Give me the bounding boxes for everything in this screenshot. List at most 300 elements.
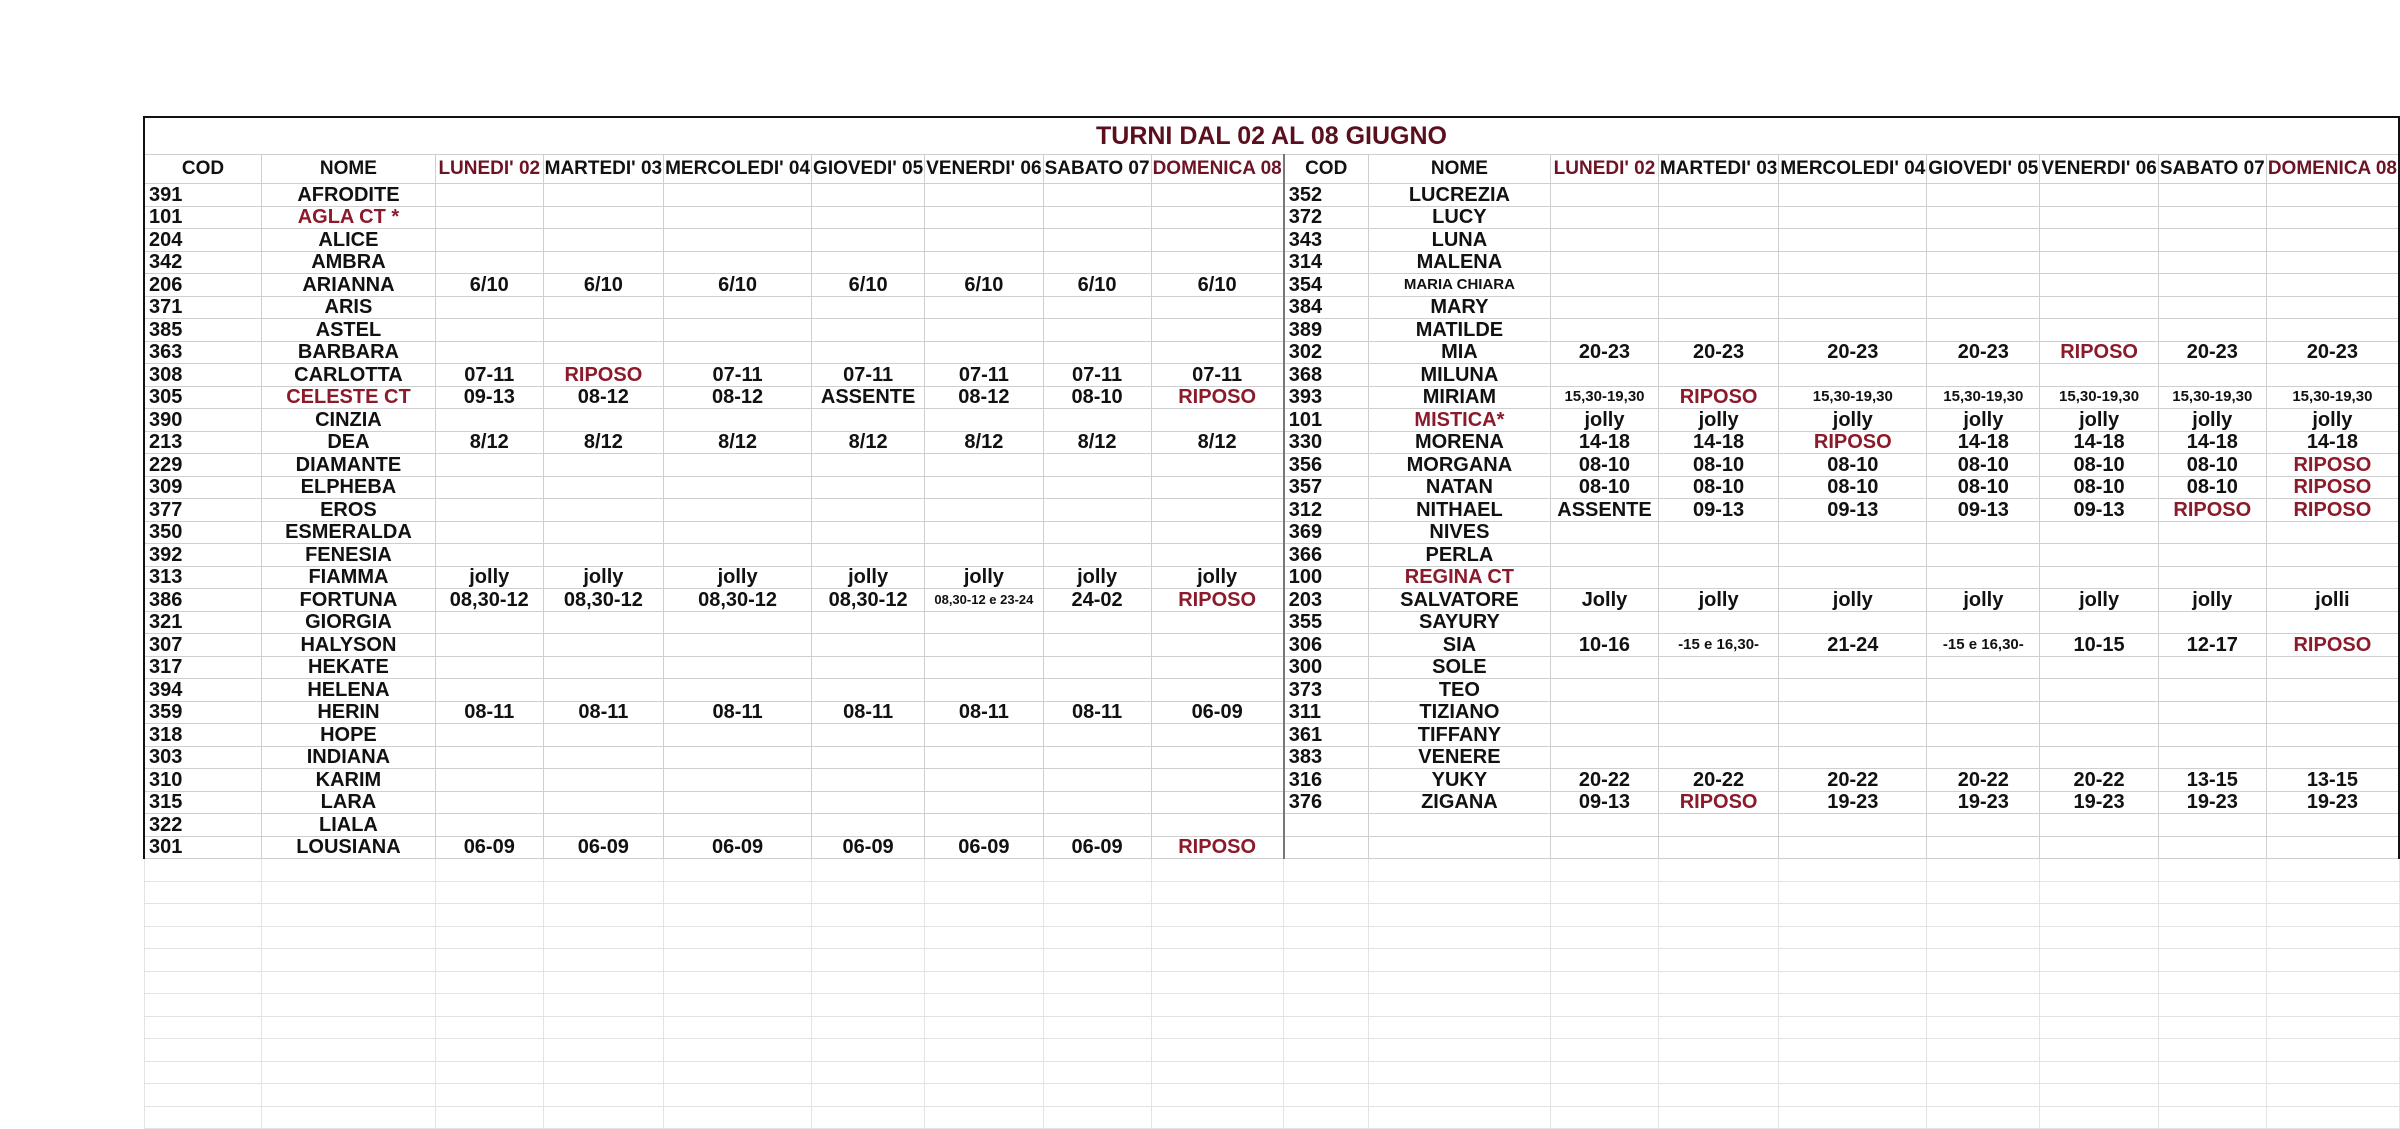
left-shift-cell[interactable]: 6/10 (1043, 274, 1151, 297)
left-shift-cell[interactable] (1151, 521, 1284, 544)
empty-cell[interactable] (1658, 1106, 1778, 1129)
left-shift-cell[interactable] (925, 409, 1043, 432)
left-shift-cell[interactable] (812, 251, 925, 274)
right-cod-cell[interactable]: 389 (1284, 319, 1368, 342)
left-shift-cell[interactable] (925, 611, 1043, 634)
left-name-cell[interactable]: KARIM (261, 769, 435, 792)
left-shift-cell[interactable] (543, 769, 663, 792)
right-shift-cell[interactable] (2158, 364, 2266, 387)
right-shift-cell[interactable]: RIPOSO (2158, 499, 2266, 522)
left-shift-cell[interactable]: 06-09 (1043, 836, 1151, 859)
right-cod-cell[interactable]: 314 (1284, 251, 1368, 274)
left-shift-cell[interactable]: 08-11 (543, 701, 663, 724)
right-shift-cell[interactable] (1658, 364, 1778, 387)
right-shift-cell[interactable] (2040, 184, 2158, 207)
left-shift-cell[interactable]: 06-09 (812, 836, 925, 859)
left-shift-cell[interactable]: jolly (812, 566, 925, 589)
empty-cell[interactable] (435, 1084, 543, 1107)
empty-cell[interactable] (2266, 1039, 2399, 1062)
right-shift-cell[interactable] (1551, 296, 1659, 319)
empty-cell[interactable] (2266, 926, 2399, 949)
right-shift-cell[interactable] (1779, 206, 1927, 229)
left-shift-cell[interactable]: 8/12 (543, 431, 663, 454)
right-shift-cell[interactable] (1927, 544, 2040, 567)
left-cod-cell[interactable]: 204 (144, 229, 261, 252)
right-cod-cell[interactable]: 376 (1284, 791, 1368, 814)
empty-cell[interactable] (1927, 971, 2040, 994)
left-shift-cell[interactable] (664, 454, 812, 477)
right-shift-cell[interactable] (2040, 319, 2158, 342)
empty-cell[interactable] (1551, 949, 1659, 972)
empty-cell[interactable] (664, 949, 812, 972)
right-name-cell[interactable]: TIFFANY (1368, 724, 1550, 747)
right-shift-cell[interactable]: 10-16 (1551, 634, 1659, 657)
empty-cell[interactable] (1658, 904, 1778, 927)
left-shift-cell[interactable]: jolly (1151, 566, 1284, 589)
empty-cell[interactable] (664, 1084, 812, 1107)
empty-cell[interactable] (1927, 949, 2040, 972)
right-shift-cell[interactable] (1779, 611, 1927, 634)
empty-cell[interactable] (1368, 994, 1550, 1017)
left-shift-cell[interactable]: jolly (1043, 566, 1151, 589)
right-shift-cell[interactable] (1779, 701, 1927, 724)
empty-cell[interactable] (925, 949, 1043, 972)
empty-cell[interactable] (1779, 1106, 1927, 1129)
right-cod-cell[interactable]: 343 (1284, 229, 1368, 252)
right-name-cell[interactable]: LUCREZIA (1368, 184, 1550, 207)
right-shift-cell[interactable]: 14-18 (1927, 431, 2040, 454)
empty-cell[interactable] (1551, 1106, 1659, 1129)
empty-cell[interactable] (543, 904, 663, 927)
left-shift-cell[interactable] (543, 251, 663, 274)
empty-cell[interactable] (435, 1039, 543, 1062)
empty-cell[interactable] (543, 1084, 663, 1107)
right-name-cell[interactable]: PERLA (1368, 544, 1550, 567)
left-shift-cell[interactable] (812, 296, 925, 319)
left-shift-cell[interactable] (812, 791, 925, 814)
left-name-cell[interactable]: LARA (261, 791, 435, 814)
left-cod-cell[interactable]: 391 (144, 184, 261, 207)
right-shift-cell[interactable]: 20-22 (2040, 769, 2158, 792)
right-shift-cell[interactable] (2266, 814, 2399, 837)
left-name-cell[interactable]: BARBARA (261, 341, 435, 364)
right-cod-cell[interactable]: 101 (1284, 409, 1368, 432)
left-shift-cell[interactable] (543, 206, 663, 229)
right-shift-cell[interactable]: 08-10 (1658, 476, 1778, 499)
right-shift-cell[interactable] (1927, 656, 2040, 679)
empty-cell[interactable] (435, 949, 543, 972)
empty-cell[interactable] (1368, 949, 1550, 972)
right-shift-cell[interactable] (2158, 274, 2266, 297)
empty-cell[interactable] (1043, 881, 1151, 904)
left-shift-cell[interactable] (1043, 454, 1151, 477)
empty-cell[interactable] (1927, 1039, 2040, 1062)
empty-cell[interactable] (664, 1061, 812, 1084)
empty-cell[interactable] (812, 904, 925, 927)
left-shift-cell[interactable]: jolly (925, 566, 1043, 589)
empty-cell[interactable] (1284, 971, 1368, 994)
empty-cell[interactable] (1658, 971, 1778, 994)
empty-cell[interactable] (1284, 881, 1368, 904)
empty-cell[interactable] (664, 904, 812, 927)
left-shift-cell[interactable]: 08-12 (925, 386, 1043, 409)
right-shift-cell[interactable] (1779, 229, 1927, 252)
right-shift-cell[interactable]: 19-23 (2040, 791, 2158, 814)
right-shift-cell[interactable]: 12-17 (2158, 634, 2266, 657)
right-shift-cell[interactable]: 08-10 (2040, 454, 2158, 477)
left-shift-cell[interactable] (543, 184, 663, 207)
right-shift-cell[interactable] (1779, 544, 1927, 567)
left-shift-cell[interactable]: 08,30-12 (664, 589, 812, 612)
empty-cell[interactable] (2266, 1016, 2399, 1039)
left-cod-cell[interactable]: 350 (144, 521, 261, 544)
left-shift-cell[interactable] (925, 814, 1043, 837)
right-name-cell[interactable]: MISTICA* (1368, 409, 1550, 432)
empty-cell[interactable] (1658, 1039, 1778, 1062)
right-shift-cell[interactable] (1551, 206, 1659, 229)
left-shift-cell[interactable] (664, 611, 812, 634)
empty-cell[interactable] (261, 1061, 435, 1084)
left-cod-cell[interactable]: 101 (144, 206, 261, 229)
empty-cell[interactable] (144, 994, 261, 1017)
right-shift-cell[interactable]: 13-15 (2158, 769, 2266, 792)
empty-cell[interactable] (1043, 926, 1151, 949)
right-shift-cell[interactable]: jolly (2040, 409, 2158, 432)
right-day-header-6[interactable]: DOMENICA 08 (2266, 155, 2399, 184)
left-shift-cell[interactable]: 08-11 (812, 701, 925, 724)
empty-cell[interactable] (2158, 1016, 2266, 1039)
empty-cell[interactable] (435, 859, 543, 882)
left-name-cell[interactable]: INDIANA (261, 746, 435, 769)
left-shift-cell[interactable] (664, 229, 812, 252)
right-shift-cell[interactable] (2040, 814, 2158, 837)
left-shift-cell[interactable] (435, 499, 543, 522)
left-shift-cell[interactable] (1043, 409, 1151, 432)
empty-cell[interactable] (664, 971, 812, 994)
right-day-header-5[interactable]: SABATO 07 (2158, 155, 2266, 184)
right-shift-cell[interactable] (1658, 251, 1778, 274)
left-shift-cell[interactable] (1151, 746, 1284, 769)
left-name-cell[interactable]: FIAMMA (261, 566, 435, 589)
right-name-cell[interactable]: MORENA (1368, 431, 1550, 454)
right-shift-cell[interactable] (1551, 544, 1659, 567)
right-name-cell[interactable]: MALENA (1368, 251, 1550, 274)
left-shift-cell[interactable] (1043, 611, 1151, 634)
left-cod-cell[interactable]: 315 (144, 791, 261, 814)
left-shift-cell[interactable] (435, 521, 543, 544)
right-shift-cell[interactable] (1551, 724, 1659, 747)
right-shift-cell[interactable] (1779, 814, 1927, 837)
left-name-cell[interactable]: LIALA (261, 814, 435, 837)
left-cod-cell[interactable]: 307 (144, 634, 261, 657)
right-shift-cell[interactable] (2040, 701, 2158, 724)
empty-cell[interactable] (1779, 904, 1927, 927)
left-name-cell[interactable]: CARLOTTA (261, 364, 435, 387)
empty-cell[interactable] (1043, 859, 1151, 882)
left-shift-cell[interactable] (812, 206, 925, 229)
left-shift-cell[interactable] (435, 409, 543, 432)
right-shift-cell[interactable]: RIPOSO (2266, 499, 2399, 522)
empty-cell[interactable] (261, 904, 435, 927)
left-shift-cell[interactable] (812, 476, 925, 499)
left-shift-cell[interactable] (925, 791, 1043, 814)
right-cod-cell[interactable]: 384 (1284, 296, 1368, 319)
right-shift-cell[interactable]: 09-13 (1927, 499, 2040, 522)
empty-cell[interactable] (925, 994, 1043, 1017)
right-shift-cell[interactable] (2040, 364, 2158, 387)
right-name-cell[interactable] (1368, 836, 1550, 859)
left-name-cell[interactable]: FORTUNA (261, 589, 435, 612)
left-shift-cell[interactable]: 08-12 (543, 386, 663, 409)
empty-cell[interactable] (1151, 1016, 1284, 1039)
left-shift-cell[interactable] (1043, 296, 1151, 319)
right-shift-cell[interactable] (2040, 724, 2158, 747)
left-shift-cell[interactable] (925, 746, 1043, 769)
empty-cell[interactable] (925, 971, 1043, 994)
left-shift-cell[interactable]: 8/12 (435, 431, 543, 454)
left-shift-cell[interactable] (543, 544, 663, 567)
left-shift-cell[interactable] (543, 791, 663, 814)
empty-cell[interactable] (1151, 859, 1284, 882)
left-shift-cell[interactable] (1151, 679, 1284, 702)
left-shift-cell[interactable] (664, 814, 812, 837)
right-shift-cell[interactable] (1658, 814, 1778, 837)
empty-cell[interactable] (543, 926, 663, 949)
left-shift-cell[interactable]: 8/12 (1043, 431, 1151, 454)
right-shift-cell[interactable] (2040, 679, 2158, 702)
left-name-cell[interactable]: CINZIA (261, 409, 435, 432)
empty-cell[interactable] (1779, 994, 1927, 1017)
empty-cell[interactable] (1151, 971, 1284, 994)
left-shift-cell[interactable] (543, 746, 663, 769)
right-shift-cell[interactable] (1551, 679, 1659, 702)
empty-cell[interactable] (1927, 1016, 2040, 1039)
left-shift-cell[interactable] (1151, 611, 1284, 634)
left-shift-cell[interactable] (925, 454, 1043, 477)
right-shift-cell[interactable] (1551, 656, 1659, 679)
empty-cell[interactable] (261, 1016, 435, 1039)
left-day-header-1[interactable]: MARTEDI' 03 (543, 155, 663, 184)
empty-cell[interactable] (925, 881, 1043, 904)
right-cod-cell[interactable]: 356 (1284, 454, 1368, 477)
right-name-cell[interactable]: ZIGANA (1368, 791, 1550, 814)
empty-cell[interactable] (2266, 1061, 2399, 1084)
left-name-cell[interactable]: HOPE (261, 724, 435, 747)
left-shift-cell[interactable] (812, 814, 925, 837)
right-shift-cell[interactable] (2266, 836, 2399, 859)
right-shift-cell[interactable]: RIPOSO (2040, 341, 2158, 364)
right-shift-cell[interactable] (2266, 724, 2399, 747)
left-cod-cell[interactable]: 229 (144, 454, 261, 477)
empty-cell[interactable] (543, 971, 663, 994)
right-shift-cell[interactable]: 08-10 (1551, 476, 1659, 499)
empty-cell[interactable] (812, 859, 925, 882)
left-cod-cell[interactable]: 305 (144, 386, 261, 409)
right-shift-cell[interactable] (1551, 611, 1659, 634)
right-shift-cell[interactable]: 19-23 (2158, 791, 2266, 814)
right-name-cell[interactable]: SAYURY (1368, 611, 1550, 634)
empty-cell[interactable] (543, 1106, 663, 1129)
left-shift-cell[interactable] (1043, 769, 1151, 792)
left-shift-cell[interactable] (435, 791, 543, 814)
left-cod-cell[interactable]: 390 (144, 409, 261, 432)
right-shift-cell[interactable] (1551, 836, 1659, 859)
left-shift-cell[interactable] (664, 206, 812, 229)
left-shift-cell[interactable] (812, 184, 925, 207)
left-day-header-2[interactable]: MERCOLEDI' 04 (664, 155, 812, 184)
right-cod-cell[interactable]: 372 (1284, 206, 1368, 229)
right-shift-cell[interactable] (1927, 251, 2040, 274)
right-shift-cell[interactable] (1927, 206, 2040, 229)
left-shift-cell[interactable]: 8/12 (664, 431, 812, 454)
left-name-cell[interactable]: HALYSON (261, 634, 435, 657)
left-shift-cell[interactable]: jolly (543, 566, 663, 589)
right-shift-cell[interactable] (1927, 296, 2040, 319)
left-shift-cell[interactable] (664, 544, 812, 567)
empty-cell[interactable] (1551, 1039, 1659, 1062)
right-shift-cell[interactable]: RIPOSO (1658, 386, 1778, 409)
empty-cell[interactable] (1927, 1061, 2040, 1084)
left-shift-cell[interactable] (435, 251, 543, 274)
left-shift-cell[interactable] (925, 184, 1043, 207)
right-shift-cell[interactable] (1658, 184, 1778, 207)
left-shift-cell[interactable] (664, 251, 812, 274)
empty-cell[interactable] (1043, 1039, 1151, 1062)
right-name-cell[interactable]: TIZIANO (1368, 701, 1550, 724)
left-shift-cell[interactable] (435, 296, 543, 319)
left-cod-cell[interactable]: 322 (144, 814, 261, 837)
right-cod-cell[interactable]: 357 (1284, 476, 1368, 499)
left-shift-cell[interactable]: 08,30-12 (435, 589, 543, 612)
empty-cell[interactable] (1551, 971, 1659, 994)
empty-cell[interactable] (2266, 904, 2399, 927)
right-name-cell[interactable]: MATILDE (1368, 319, 1550, 342)
empty-cell[interactable] (1151, 1039, 1284, 1062)
left-shift-cell[interactable] (435, 724, 543, 747)
empty-cell[interactable] (664, 1016, 812, 1039)
right-shift-cell[interactable]: 20-22 (1551, 769, 1659, 792)
left-shift-cell[interactable] (812, 454, 925, 477)
right-shift-cell[interactable]: 19-23 (2266, 791, 2399, 814)
left-shift-cell[interactable] (435, 814, 543, 837)
right-shift-cell[interactable] (1779, 319, 1927, 342)
left-shift-cell[interactable] (543, 724, 663, 747)
right-shift-cell[interactable]: RIPOSO (1658, 791, 1778, 814)
left-shift-cell[interactable] (925, 476, 1043, 499)
right-shift-cell[interactable] (1779, 296, 1927, 319)
right-shift-cell[interactable] (2040, 566, 2158, 589)
right-cod-cell[interactable] (1284, 836, 1368, 859)
right-shift-cell[interactable]: Jolly (1551, 589, 1659, 612)
empty-cell[interactable] (144, 1016, 261, 1039)
right-shift-cell[interactable] (2158, 319, 2266, 342)
left-shift-cell[interactable]: 06-09 (1151, 701, 1284, 724)
empty-cell[interactable] (1779, 949, 1927, 972)
right-name-cell[interactable]: MILUNA (1368, 364, 1550, 387)
empty-cell[interactable] (2158, 994, 2266, 1017)
right-shift-cell[interactable] (2040, 274, 2158, 297)
right-shift-cell[interactable] (1779, 521, 1927, 544)
right-name-cell[interactable]: NITHAEL (1368, 499, 1550, 522)
right-cod-cell[interactable]: 312 (1284, 499, 1368, 522)
empty-cell[interactable] (812, 926, 925, 949)
right-shift-cell[interactable] (1779, 274, 1927, 297)
right-day-header-1[interactable]: MARTEDI' 03 (1658, 155, 1778, 184)
right-shift-cell[interactable]: 14-18 (2158, 431, 2266, 454)
left-name-cell[interactable]: ALICE (261, 229, 435, 252)
right-shift-cell[interactable] (1658, 724, 1778, 747)
right-shift-cell[interactable] (2158, 746, 2266, 769)
right-shift-cell[interactable] (1927, 814, 2040, 837)
left-shift-cell[interactable] (435, 611, 543, 634)
right-shift-cell[interactable]: jolly (1779, 409, 1927, 432)
left-shift-cell[interactable] (925, 296, 1043, 319)
empty-cell[interactable] (1658, 1084, 1778, 1107)
left-shift-cell[interactable] (543, 656, 663, 679)
right-shift-cell[interactable] (1779, 836, 1927, 859)
right-shift-cell[interactable] (1551, 814, 1659, 837)
right-shift-cell[interactable]: 08-10 (2158, 454, 2266, 477)
empty-cell[interactable] (1284, 1039, 1368, 1062)
left-shift-cell[interactable]: 08,30-12 (812, 589, 925, 612)
right-shift-cell[interactable] (1551, 746, 1659, 769)
left-cod-cell[interactable]: 301 (144, 836, 261, 859)
right-shift-cell[interactable] (2040, 251, 2158, 274)
left-shift-cell[interactable]: 08-10 (1043, 386, 1151, 409)
right-shift-cell[interactable]: jolly (2040, 589, 2158, 612)
left-shift-cell[interactable]: RIPOSO (1151, 386, 1284, 409)
left-shift-cell[interactable] (925, 229, 1043, 252)
left-shift-cell[interactable]: RIPOSO (1151, 836, 1284, 859)
empty-cell[interactable] (1043, 994, 1151, 1017)
empty-cell[interactable] (144, 1039, 261, 1062)
left-shift-cell[interactable]: 08-11 (435, 701, 543, 724)
empty-cell[interactable] (543, 881, 663, 904)
left-shift-cell[interactable] (812, 611, 925, 634)
left-shift-cell[interactable] (812, 724, 925, 747)
left-shift-cell[interactable] (664, 746, 812, 769)
empty-cell[interactable] (261, 926, 435, 949)
right-shift-cell[interactable] (1927, 521, 2040, 544)
empty-cell[interactable] (1551, 881, 1659, 904)
empty-cell[interactable] (1151, 1084, 1284, 1107)
left-shift-cell[interactable] (664, 341, 812, 364)
left-cod-header[interactable]: COD (144, 155, 261, 184)
left-shift-cell[interactable] (1043, 319, 1151, 342)
right-shift-cell[interactable] (2158, 814, 2266, 837)
left-shift-cell[interactable] (1043, 476, 1151, 499)
right-shift-cell[interactable] (1658, 611, 1778, 634)
right-shift-cell[interactable] (2158, 679, 2266, 702)
empty-cell[interactable] (2266, 1106, 2399, 1129)
right-shift-cell[interactable]: jolly (1658, 589, 1778, 612)
empty-cell[interactable] (1151, 994, 1284, 1017)
left-shift-cell[interactable] (435, 679, 543, 702)
left-shift-cell[interactable] (435, 746, 543, 769)
right-shift-cell[interactable] (1779, 364, 1927, 387)
empty-cell[interactable] (2266, 949, 2399, 972)
left-shift-cell[interactable]: 08-11 (664, 701, 812, 724)
left-shift-cell[interactable]: 24-02 (1043, 589, 1151, 612)
right-name-cell[interactable]: SIA (1368, 634, 1550, 657)
left-shift-cell[interactable]: 07-11 (1151, 364, 1284, 387)
right-shift-cell[interactable] (1927, 724, 2040, 747)
right-shift-cell[interactable]: RIPOSO (2266, 476, 2399, 499)
left-cod-cell[interactable]: 386 (144, 589, 261, 612)
left-shift-cell[interactable] (1151, 814, 1284, 837)
left-shift-cell[interactable]: 07-11 (925, 364, 1043, 387)
right-shift-cell[interactable] (2158, 724, 2266, 747)
